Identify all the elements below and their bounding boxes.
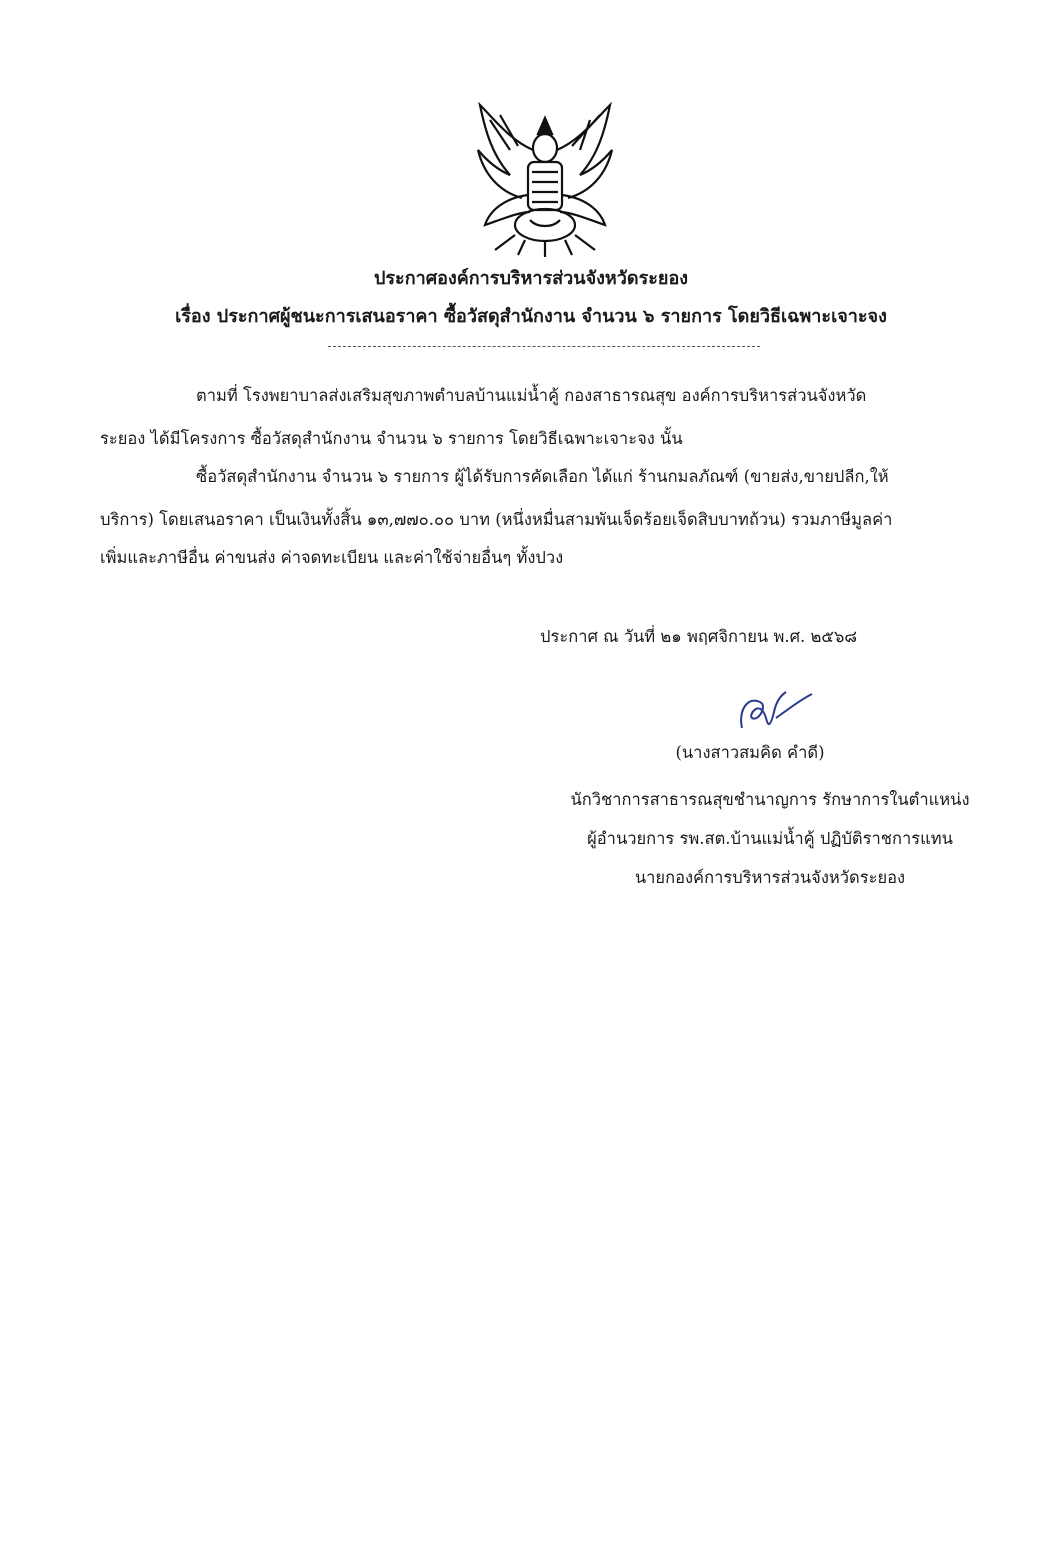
paragraph2-line3: เพิ่มและภาษีอื่น ค่าขนส่ง ค่าจดทะเบียน และค่าใช้จ่ายอื่นๆ ทั้งปวง — [100, 548, 564, 567]
divider-line — [328, 346, 760, 347]
signatory-position-line2: ผู้อำนวยการ รพ.สต.บ้านแม่น้ำคู้ ปฏิบัติราชการแทน — [587, 829, 953, 848]
signatory-name: (นางสาวสมคิด คำดี) — [675, 743, 825, 762]
announcement-date: ประกาศ ณ วันที่ ๒๑ พฤศจิกายน พ.ศ. ๒๕๖๘ — [540, 627, 858, 646]
signatory-position-line3: นายกองค์การบริหารส่วนจังหวัดระยอง — [634, 868, 906, 887]
announcement-subject: เรื่อง ประกาศผู้ชนะการเสนอราคา ซื้อวัสดุสำนักงาน จำนวน ๖ รายการ โดยวิธีเฉพาะเจาะจง — [175, 306, 887, 327]
garuda-emblem-icon — [470, 100, 620, 260]
paragraph1-line2: ระยอง ได้มีโครงการ ซื้อวัสดุสำนักงาน จำนวน ๖ รายการ โดยวิธีเฉพาะเจาะจง นั้น — [100, 429, 683, 448]
announcement-title: ประกาศองค์การบริหารส่วนจังหวัดระยอง — [373, 268, 689, 289]
paragraph1-line1: ตามที่ โรงพยาบาลส่งเสริมสุขภาพตำบลบ้านแม่น้ำคู้ กองสาธารณสุข องค์การบริหารส่วนจังหวัด — [196, 386, 867, 405]
signature-icon — [730, 688, 820, 736]
paragraph2-line2: บริการ) โดยเสนอราคา เป็นเงินทั้งสิ้น ๑๓,๗๗๐.๐๐ บาท (หนึ่งหมื่นสามพันเจ็ดร้อยเจ็ดสิบบาทถ้วน) รวมภาษีมูลค่า — [100, 510, 893, 529]
paragraph2-line1: ซื้อวัสดุสำนักงาน จำนวน ๖ รายการ ผู้ได้รับการคัดเลือก ได้แก่ ร้านกมลภัณฑ์ (ขายส่ง,ขายปลีก,ให้ — [196, 467, 889, 486]
signatory-position-line1: นักวิชาการสาธารณสุขชำนาญการ รักษาการในตำแหน่ง — [570, 790, 970, 809]
